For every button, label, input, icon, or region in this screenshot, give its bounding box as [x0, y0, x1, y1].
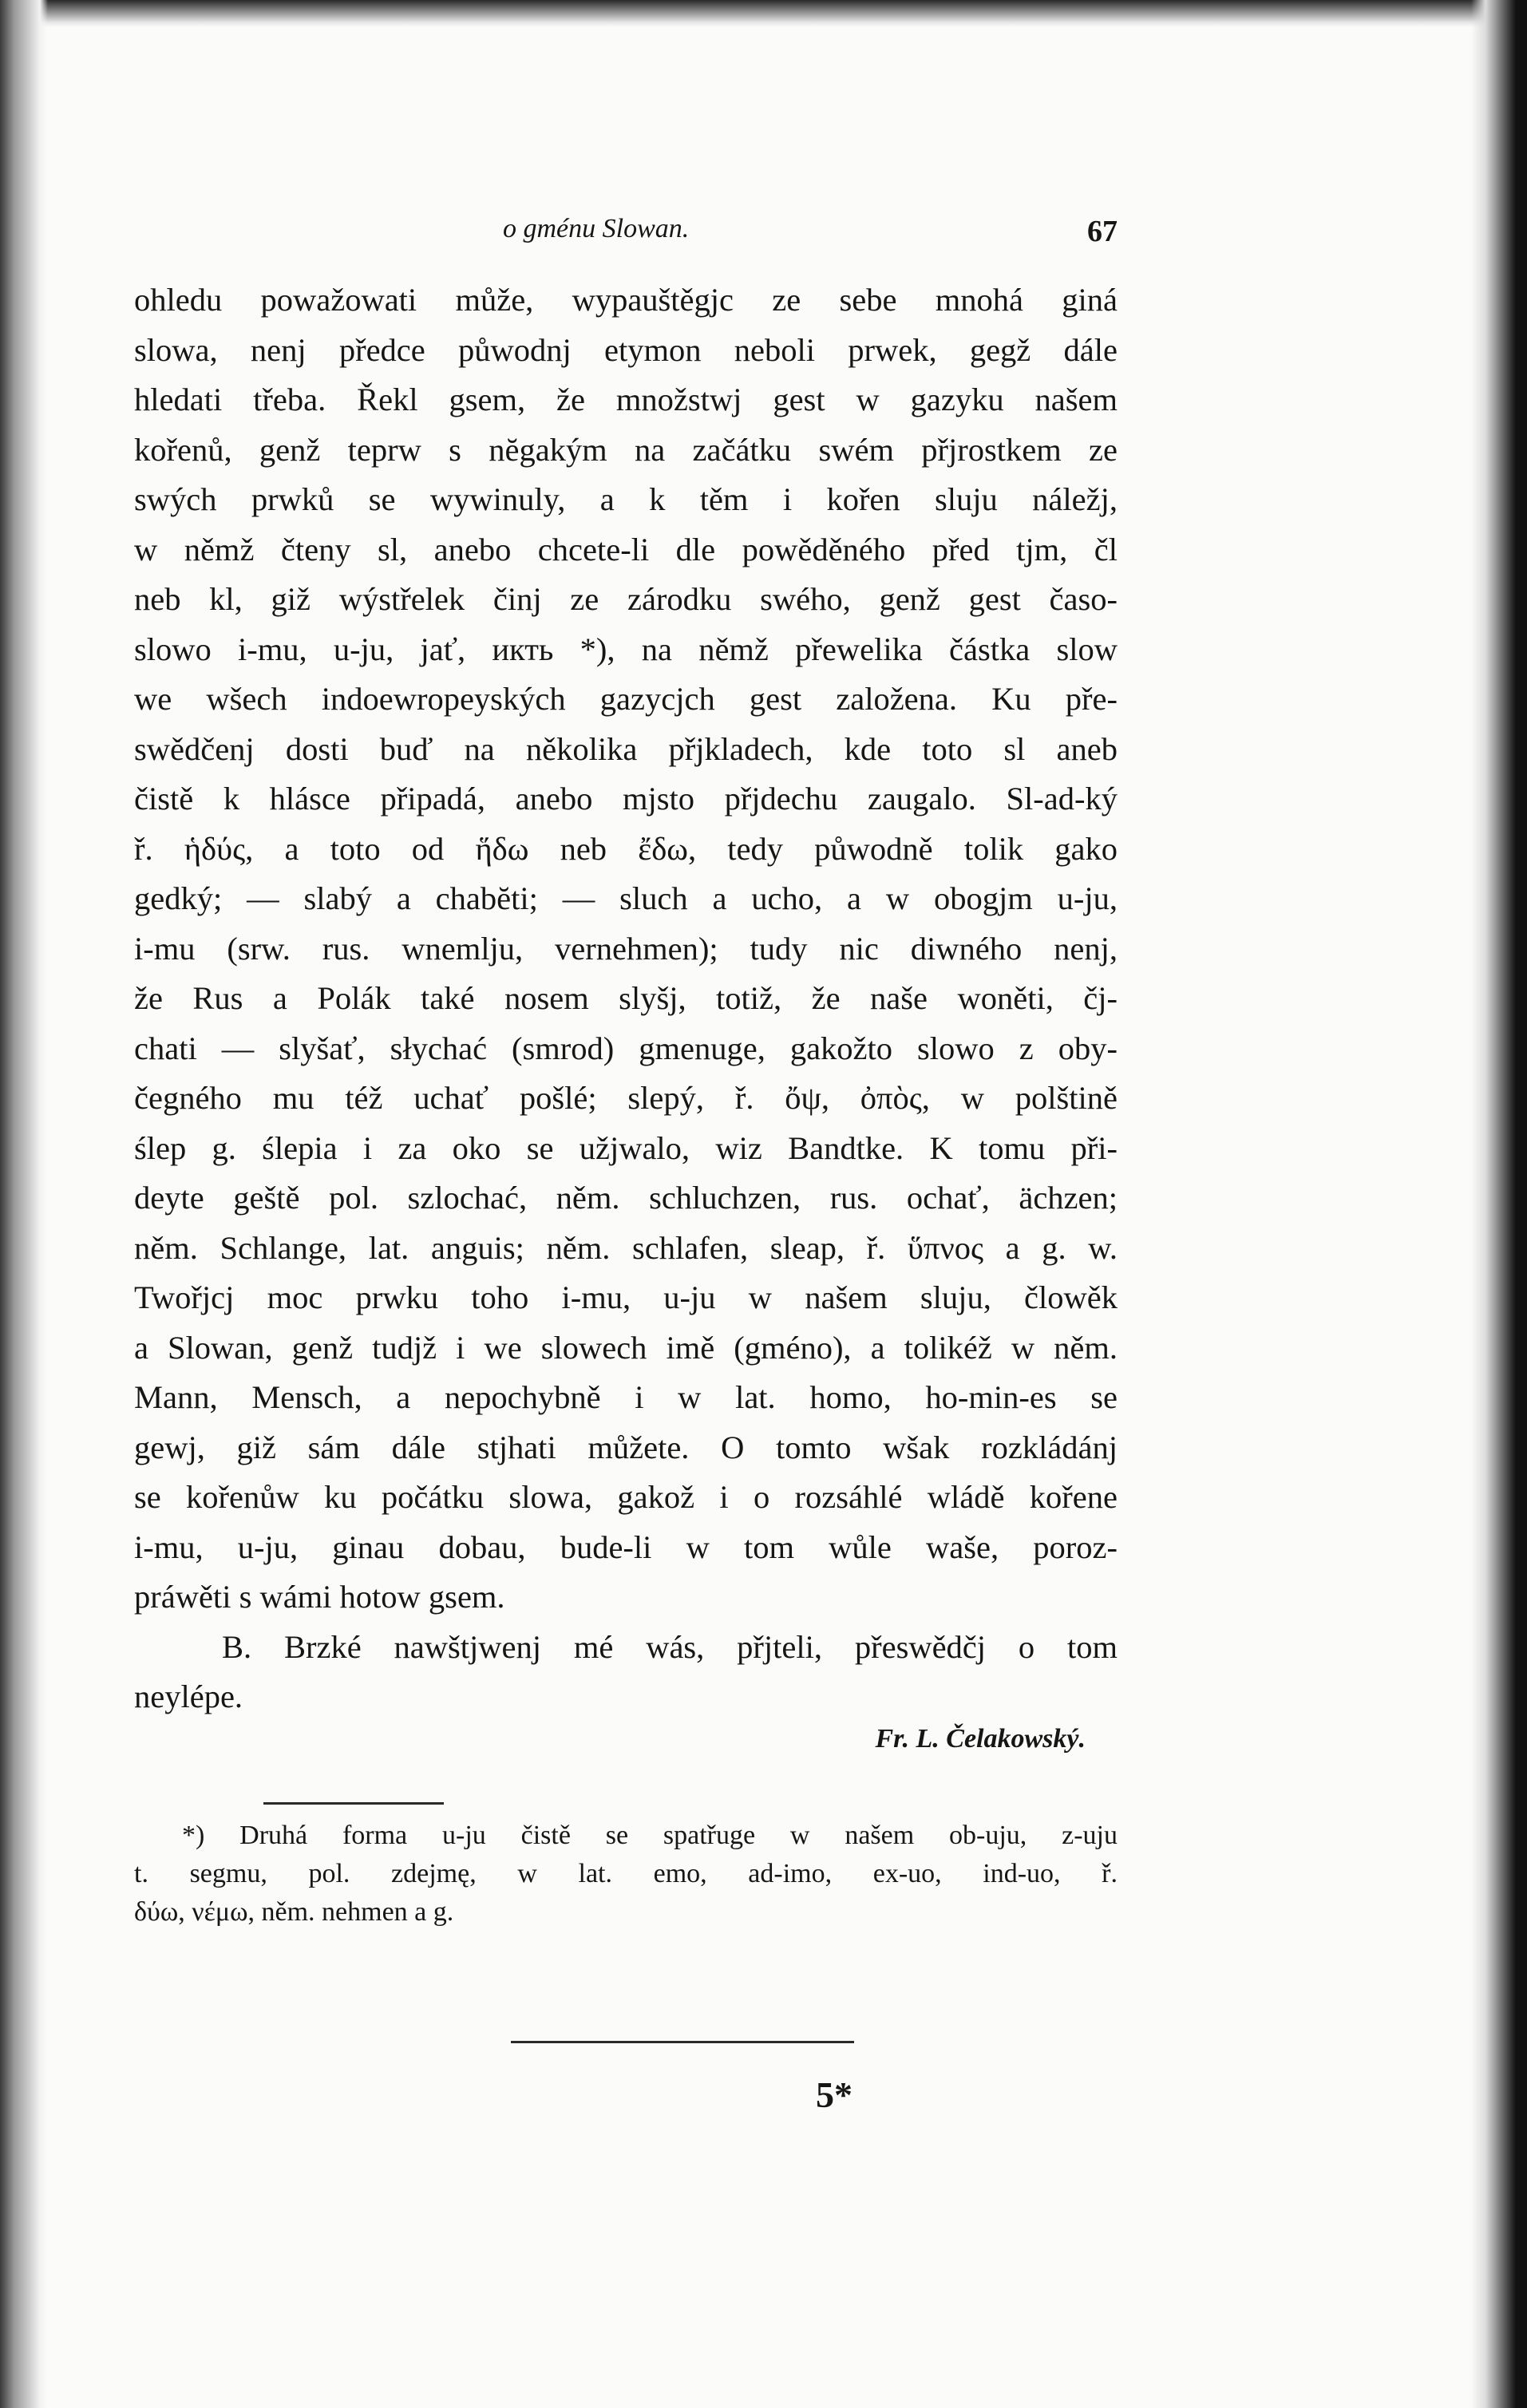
text-line: se kořenůw ku počátku slowa, gakož i o rozsáhlé wládě kořene [134, 1479, 1118, 1515]
footnote-line: t. segmu, pol. zdejmę, w lat. emo, ad-imo, ex-uo, ind-uo, ř. [134, 1859, 1118, 1888]
footnote-divider [263, 1802, 444, 1805]
text-line: i-mu (srw. rus. wnemlju, vernehmen); tudy nic diwného nenj, [134, 930, 1118, 967]
text-line: slowa, nenj předce půwodnj etymon neboli prwek, gegž dále [134, 331, 1118, 368]
text-line: we wšech indoewropeyských gazycjch gest založena. Ku pře- [134, 681, 1118, 717]
text-line: čistě k hlásce připadá, anebo mjsto přjdechu zaugalo. Sl-ad-ký [134, 781, 1118, 817]
text-line: hledati třeba. Řekl gsem, že množstwj gest w gazyku našem [134, 382, 1118, 417]
footnote-line: *) Druhá forma u-ju čistě se spatřuge w našem ob-uju, z-uju [182, 1821, 1118, 1850]
text-line: swědčenj dosti buď na několika přjkladech, kde toto sl aneb [134, 730, 1118, 767]
text-line: kořenů, genž teprw s nĕgakým na začátku swém přjrostkem ze [134, 431, 1118, 468]
text-line: w němž čteny sl, anebo chcete-li dle powěděného před tjm, čl [134, 531, 1118, 567]
text-line: slowo i-mu, u-ju, jať, икть *), na němž přewelika částka slow [134, 631, 1118, 667]
text-line: a Slowan, genž tudjž i we slowech imě (gméno), a tolikéž w něm. [134, 1329, 1118, 1366]
text-line: něm. Schlange, lat. anguis; něm. schlafen, sleap, ř. ὕπνος a g. w. [134, 1229, 1118, 1266]
text-line: Twořjcj moc prwku toho i-mu, u-ju w našem sluju, člowěk [134, 1279, 1118, 1315]
main-text-block [134, 275, 1118, 1722]
text-line: ohledu powažowati může, wypauštěgjc ze sebe mnohá giná [134, 282, 1118, 318]
text-line: ślep g. ślepia i za oko se užjwalo, wiz Bandtke. K tomu při- [134, 1129, 1118, 1166]
text-line: i-mu, u-ju, ginau dobau, bude-li w tom wůle waše, poroz- [134, 1528, 1118, 1565]
scan-edge-left [0, 0, 48, 2408]
scan-edge-top [0, 0, 1527, 27]
text-line: práwěti s wámi hotow gsem. [134, 1579, 505, 1615]
text-line: swých prwků se wywinuly, a k těm i kořen sluju náležj, [134, 481, 1118, 517]
text-line: B. Brzké nawštjwenj mé wás, přjteli, přeswědčj o tom [222, 1628, 1118, 1665]
text-line: deyte geště pol. szlochać, něm. schluchzen, rus. ochať, ächzen; [134, 1180, 1118, 1216]
footnote-block [134, 1817, 1118, 1932]
text-line: neylépe. [134, 1678, 243, 1714]
text-line: Mann, Mensch, a nepochybně i w lat. homo, ho-min-es se [134, 1379, 1118, 1415]
page-number: 67 [1087, 215, 1118, 248]
text-line: gewj, giž sám dále stjhati můžete. O tomto wšak rozkládánj [134, 1429, 1118, 1465]
footnote-line: δύω, νέμω, něm. nehmen a g. [134, 1897, 454, 1927]
text-line: gedký; — slabý a chabĕti; — sluch a ucho, a w obogjm u-ju, [134, 880, 1118, 916]
bottom-divider [511, 2041, 854, 2043]
text-line: neb kl, giž wýstřelek činj ze zárodku swého, genž gest časo- [134, 581, 1118, 617]
text-line: že Rus a Polák také nosem slyšj, totiž, že naše woněti, čj- [134, 980, 1118, 1016]
running-title: o gménu Slowan. [503, 214, 690, 243]
text-line: ř. ἡδύς, a toto od ἥδω neb ἔδω, tedy půwodně tolik gako [134, 830, 1118, 867]
printer-signature-mark: 5* [816, 2074, 853, 2115]
author-signature: Fr. L. Čelakowský. [875, 1724, 1086, 1754]
scan-edge-right [1471, 0, 1527, 2408]
running-head [128, 214, 1118, 254]
text-line: chati — slyšať, słychać (smrod) gmenuge, gakožto slowo z oby- [134, 1030, 1118, 1066]
text-line: čegného mu též uchať pošlé; slepý, ř. ὄψ, ὀπὸς, w polštině [134, 1080, 1118, 1116]
